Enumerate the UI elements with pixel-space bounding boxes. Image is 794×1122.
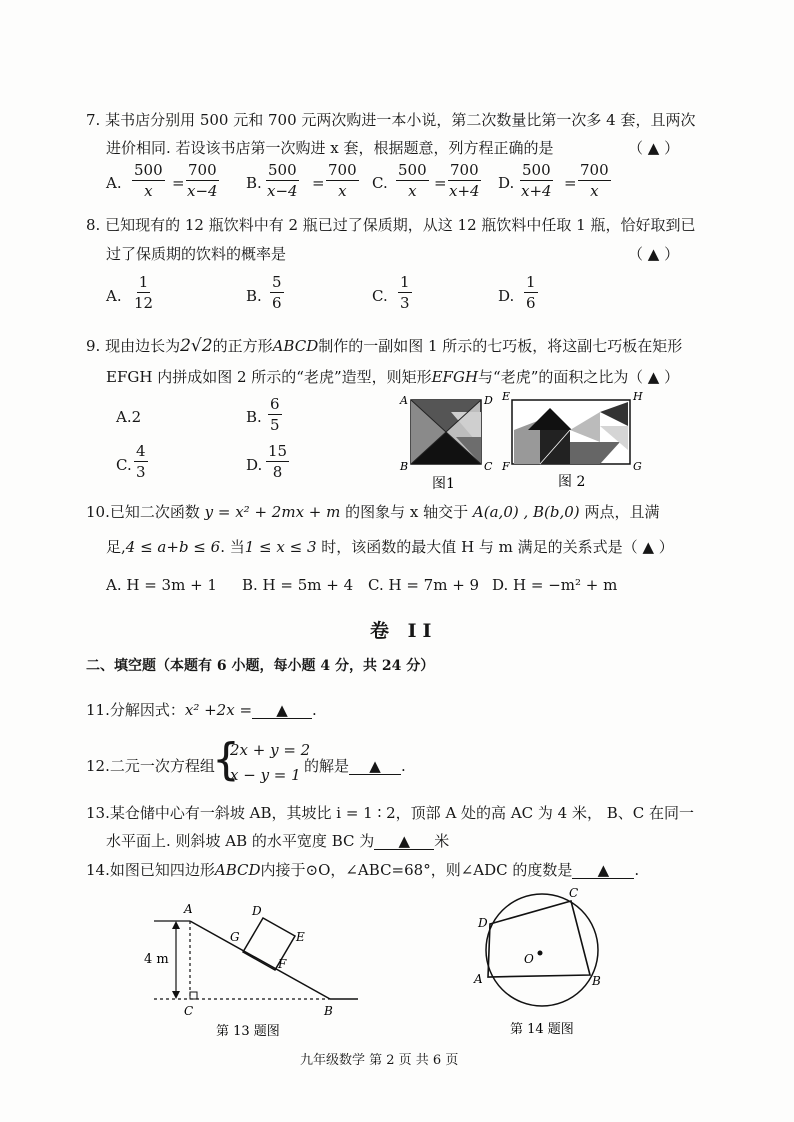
fig13-label-g: G — [230, 930, 240, 944]
fig14-label-b: B — [592, 974, 601, 988]
q9-option-b-label: B. — [246, 408, 262, 426]
q9-line2: EFGH 内拼成如图 2 所示的“老虎”造型，则矩形EFGH与“老虎”的面积之比为 — [106, 368, 629, 386]
q13-line1: 13.某仓储中心有一斜坡 AB，其坡比 i = 1 ∶ 2，顶部 A 处的高 AC 为 4 米， B、C 在同一 — [86, 804, 695, 822]
q9-option-a: A.2 — [116, 408, 142, 426]
q9-figure2-tiger — [500, 390, 650, 492]
q11-answer-blank[interactable]: ▲ — [252, 703, 312, 719]
q9-option-b-frac: $\frac{6}{5}$ — [270, 395, 280, 434]
q8-answer-mark: （ ▲ ） — [628, 245, 680, 263]
q12-brace: { — [212, 734, 240, 785]
q10-option-c: C. H = 7m + 9 — [368, 576, 480, 594]
q10-option-d: D. H = −m² + m — [492, 576, 618, 594]
q13-figure-slope — [140, 895, 370, 1040]
q9-figure1-tangram — [396, 392, 496, 492]
q7-answer-mark: （ ▲ ） — [628, 139, 680, 157]
fig13-label-c: C — [184, 1004, 194, 1018]
q9-option-d-frac: $\frac{15}{8}$ — [268, 442, 288, 481]
q12-answer: 的解是 ▲ . — [304, 757, 406, 775]
q13-line2: 水平面上. 则斜坡 AB 的水平宽度 BC 为 ▲ 米 — [106, 832, 450, 850]
fig14-label-a: A — [474, 972, 483, 986]
fig2-caption: 图 2 — [558, 474, 586, 490]
fig13-label-a: A — [184, 902, 193, 916]
q14-figure-circle — [470, 885, 620, 1040]
fig1-label-b: B — [400, 460, 409, 473]
q11: 11.分解因式：x² +2x = ▲ . — [86, 701, 317, 719]
q10-option-a: A. H = 3m + 1 — [106, 576, 217, 594]
q9-line1: 9. 现由边长为2√2的正方形ABCD制作的一副如图 1 所示的七巧板，将这副七巧板在矩形 — [86, 336, 683, 356]
q9-answer-mark: （ ▲ ） — [628, 368, 680, 386]
q10-line2: 足,4 ≤ a+b ≤ 6. 当1 ≤ x ≤ 3 时，该函数的最大值 H 与 m 满足的关系式是（ ▲ ） — [106, 538, 674, 556]
fig2-label-g: G — [633, 460, 642, 473]
fig14-label-d: D — [478, 916, 488, 930]
fig1-caption: 图1 — [432, 476, 455, 492]
fig2-label-e: E — [502, 390, 511, 403]
page-footer: 九年级数学 第 2 页 共 6 页 — [300, 1053, 459, 1068]
q13-answer-blank[interactable]: ▲ — [374, 834, 434, 850]
fig1-label-d: D — [484, 394, 493, 407]
fig13-height-label: 4 m — [144, 952, 169, 967]
fig13-label-e: E — [296, 930, 305, 944]
fig13-label-f: F — [278, 957, 287, 971]
fig13-label-d: D — [252, 904, 262, 918]
q7-line2: 进价相同. 若设该书店第一次购进 x 套，根据题意，列方程正确的是 — [106, 139, 554, 157]
fig14-label-o: O — [524, 952, 534, 966]
q8-line2: 过了保质期的饮料的概率是 — [106, 245, 287, 263]
fig1-label-c: C — [484, 460, 493, 473]
q12-eq1: 2x + y = 2 — [230, 741, 311, 759]
section-title: 卷 II — [370, 620, 438, 642]
q14: 14.如图已知四边形ABCD内接于⊙O，∠ABC=68°，则∠ADC 的度数是 ▲ . — [86, 861, 640, 879]
q12-eq2: x − y = 1 — [230, 766, 301, 784]
fig2-label-h: H — [633, 390, 643, 403]
section2-header: 二、填空题（本题有 6 小题，每小题 4 分，共 24 分） — [86, 658, 435, 674]
q8-line1: 8. 已知现有的 12 瓶饮料中有 2 瓶已过了保质期，从这 12 瓶饮料中任取 1 瓶，恰好取到已 — [86, 216, 696, 234]
q12-answer-blank[interactable]: ▲ — [349, 759, 401, 775]
q9-option-d-label: D. — [246, 456, 263, 474]
fig13-label-b: B — [324, 1004, 333, 1018]
fig14-label-c: C — [569, 886, 579, 900]
q10-line1: 10.已知二次函数 y = x² + 2mx + m 的图象与 x 轴交于 A(a,0) , B(b,0) 两点，且满 — [86, 503, 660, 521]
q9-option-c-frac: $\frac{4}{3}$ — [136, 442, 146, 481]
fig13-caption: 第 13 题图 — [216, 1024, 280, 1039]
fig2-label-f: F — [502, 460, 510, 473]
q7-line1: 7. 某书店分别用 500 元和 700 元两次购进一本小说，第二次数量比第一次多 4 套，且两次 — [86, 111, 696, 129]
q14-answer-blank[interactable]: ▲ — [572, 863, 634, 879]
q12-prefix: 12.二元一次方程组 — [86, 757, 215, 775]
fig14-caption: 第 14 题图 — [510, 1022, 574, 1037]
q9-option-c-label: C. — [116, 456, 132, 474]
fig1-label-a: A — [400, 394, 408, 407]
q10-option-b: B. H = 5m + 4 — [242, 576, 354, 594]
